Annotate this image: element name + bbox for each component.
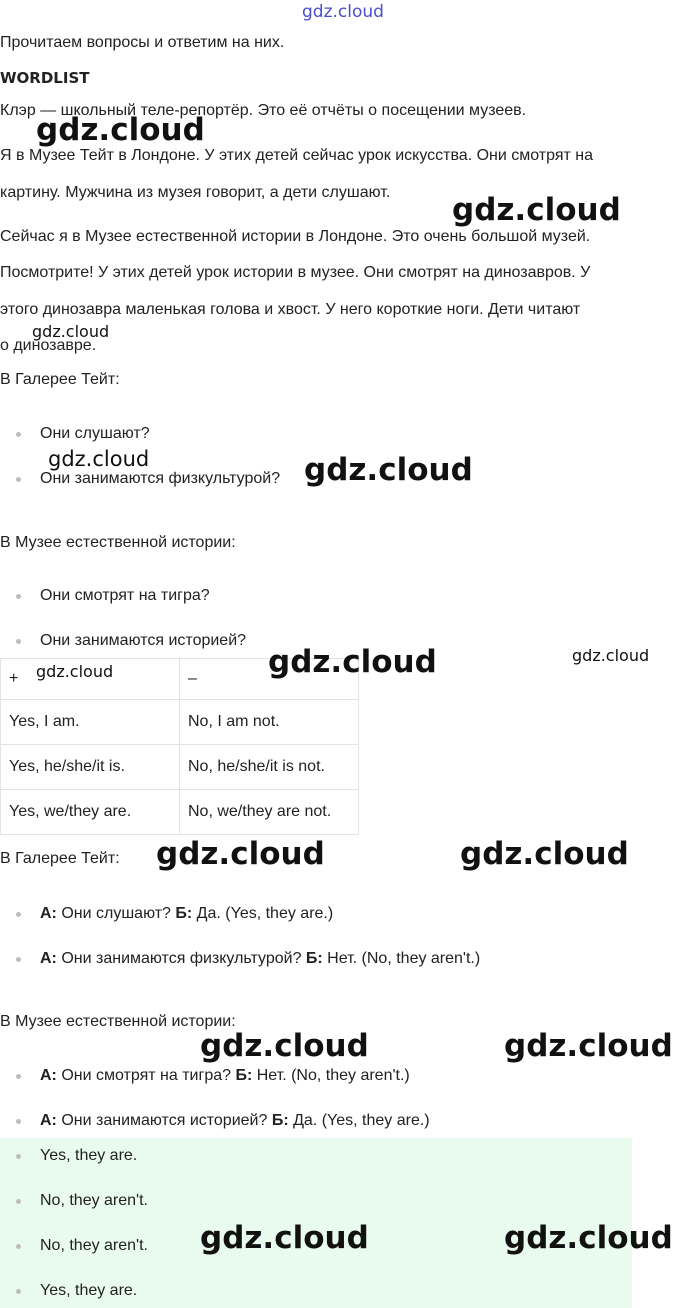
- question-text: Они занимаются историей?: [56, 1112, 272, 1129]
- answer-text: Нет. (No, they aren't.): [322, 950, 481, 967]
- bullet-dot: [16, 432, 21, 437]
- table-row: [1, 790, 359, 835]
- text-line: картину. Мужчина из музея говорит, а дети слушают.: [0, 184, 391, 201]
- question-text: Они смотрят на тигра?: [56, 1067, 236, 1084]
- table-row: [1, 745, 359, 790]
- final-answer-item: No, they aren't.: [40, 1237, 148, 1254]
- question-text: Они слушают?: [56, 905, 176, 922]
- speaker-b-label: Б:: [175, 905, 193, 922]
- bullet-dot: [16, 639, 21, 644]
- bullet-dot: [16, 1119, 21, 1124]
- section-heading: В Музее естественной истории:: [0, 534, 236, 551]
- dialogue-item: [40, 1112, 430, 1130]
- table-cell: Yes, we/they are.: [1, 790, 180, 835]
- table-cell: Yes, he/she/it is.: [1, 745, 180, 790]
- list-item: Они занимаются физкультурой?: [40, 470, 281, 487]
- dialogue-item: [40, 905, 333, 923]
- watermark: gdz.cloud: [504, 1220, 673, 1256]
- watermark: gdz.cloud: [460, 836, 629, 872]
- bullet-dot: [16, 1244, 21, 1249]
- speaker-a-label: А:: [40, 1067, 57, 1084]
- watermark: gdz.cloud: [452, 192, 621, 228]
- watermark: gdz.cloud: [36, 662, 114, 681]
- watermark: gdz.cloud: [200, 1220, 369, 1256]
- bullet-dot: [16, 1074, 21, 1079]
- bullet-dot: [16, 477, 21, 482]
- text-line: Посмотрите! У этих детей урок истории в музее. Они смотрят на динозавров. У: [0, 264, 591, 281]
- bullet-dot: [16, 1289, 21, 1294]
- watermark: gdz.cloud: [572, 646, 650, 665]
- dialogue-item: [40, 1067, 410, 1085]
- section-heading: В Галерее Тейт:: [0, 850, 120, 867]
- bullet-dot: [16, 1154, 21, 1159]
- text-line: Клэр — школьный теле-репортёр. Это её отчёты о посещении музеев.: [0, 102, 527, 119]
- answer-text: Нет. (No, they aren't.): [252, 1067, 410, 1084]
- wordlist-heading: WORDLIST: [0, 69, 90, 87]
- watermark: gdz.cloud: [36, 112, 205, 148]
- final-answer-item: No, they aren't.: [40, 1192, 148, 1209]
- section-heading: В Музее естественной истории:: [0, 1013, 236, 1030]
- section-heading: В Галерее Тейт:: [0, 371, 120, 388]
- watermark: gdz.cloud: [48, 447, 150, 471]
- final-answer-item: Yes, they are.: [40, 1282, 138, 1299]
- table-header-cell: –: [180, 659, 359, 700]
- table-row: [1, 700, 359, 745]
- watermark: gdz.cloud: [504, 1028, 673, 1064]
- intro-text: Прочитаем вопросы и ответим на них.: [0, 34, 285, 51]
- list-item: Они смотрят на тигра?: [40, 587, 210, 604]
- question-text: Они занимаются физкультурой?: [56, 950, 306, 967]
- bullet-dot: [16, 957, 21, 962]
- speaker-a-label: А:: [40, 1112, 57, 1129]
- final-answer-item: Yes, they are.: [40, 1147, 138, 1164]
- text-line: этого динозавра маленькая голова и хвост. У него короткие ноги. Дети читают: [0, 301, 581, 318]
- watermark: gdz.cloud: [200, 1028, 369, 1064]
- table-cell: No, we/they are not.: [180, 790, 359, 835]
- speaker-a-label: А:: [40, 950, 57, 967]
- table-header-cell: +: [1, 659, 180, 700]
- text-line: о динозавре.: [0, 337, 97, 354]
- speaker-b-label: Б:: [235, 1067, 253, 1084]
- answer-text: Да. (Yes, they are.): [192, 905, 334, 922]
- watermark: gdz.cloud: [32, 322, 110, 341]
- text-line: Сейчас я в Музее естественной истории в Лондоне. Это очень большой музей.: [0, 228, 591, 245]
- list-item: Они занимаются историей?: [40, 632, 247, 649]
- bullet-dot: [16, 594, 21, 599]
- table-cell: No, he/she/it is not.: [180, 745, 359, 790]
- speaker-b-label: Б:: [305, 950, 323, 967]
- answer-text: Да. (Yes, they are.): [288, 1112, 430, 1129]
- watermark: gdz.cloud: [156, 836, 325, 872]
- watermark: gdz.cloud: [268, 644, 437, 680]
- table-cell: No, I am not.: [180, 700, 359, 745]
- speaker-b-label: Б:: [271, 1112, 289, 1129]
- watermark: gdz.cloud: [302, 2, 384, 22]
- table-cell: Yes, I am.: [1, 700, 180, 745]
- bullet-dot: [16, 1199, 21, 1204]
- dialogue-item: [40, 950, 480, 968]
- text-line: Я в Музее Тейт в Лондоне. У этих детей сейчас урок искусства. Они смотрят на: [0, 147, 594, 164]
- list-item: Они слушают?: [40, 425, 150, 442]
- bullet-dot: [16, 912, 21, 917]
- answer-table: [0, 658, 359, 835]
- speaker-a-label: А:: [40, 905, 57, 922]
- watermark: gdz.cloud: [304, 452, 473, 488]
